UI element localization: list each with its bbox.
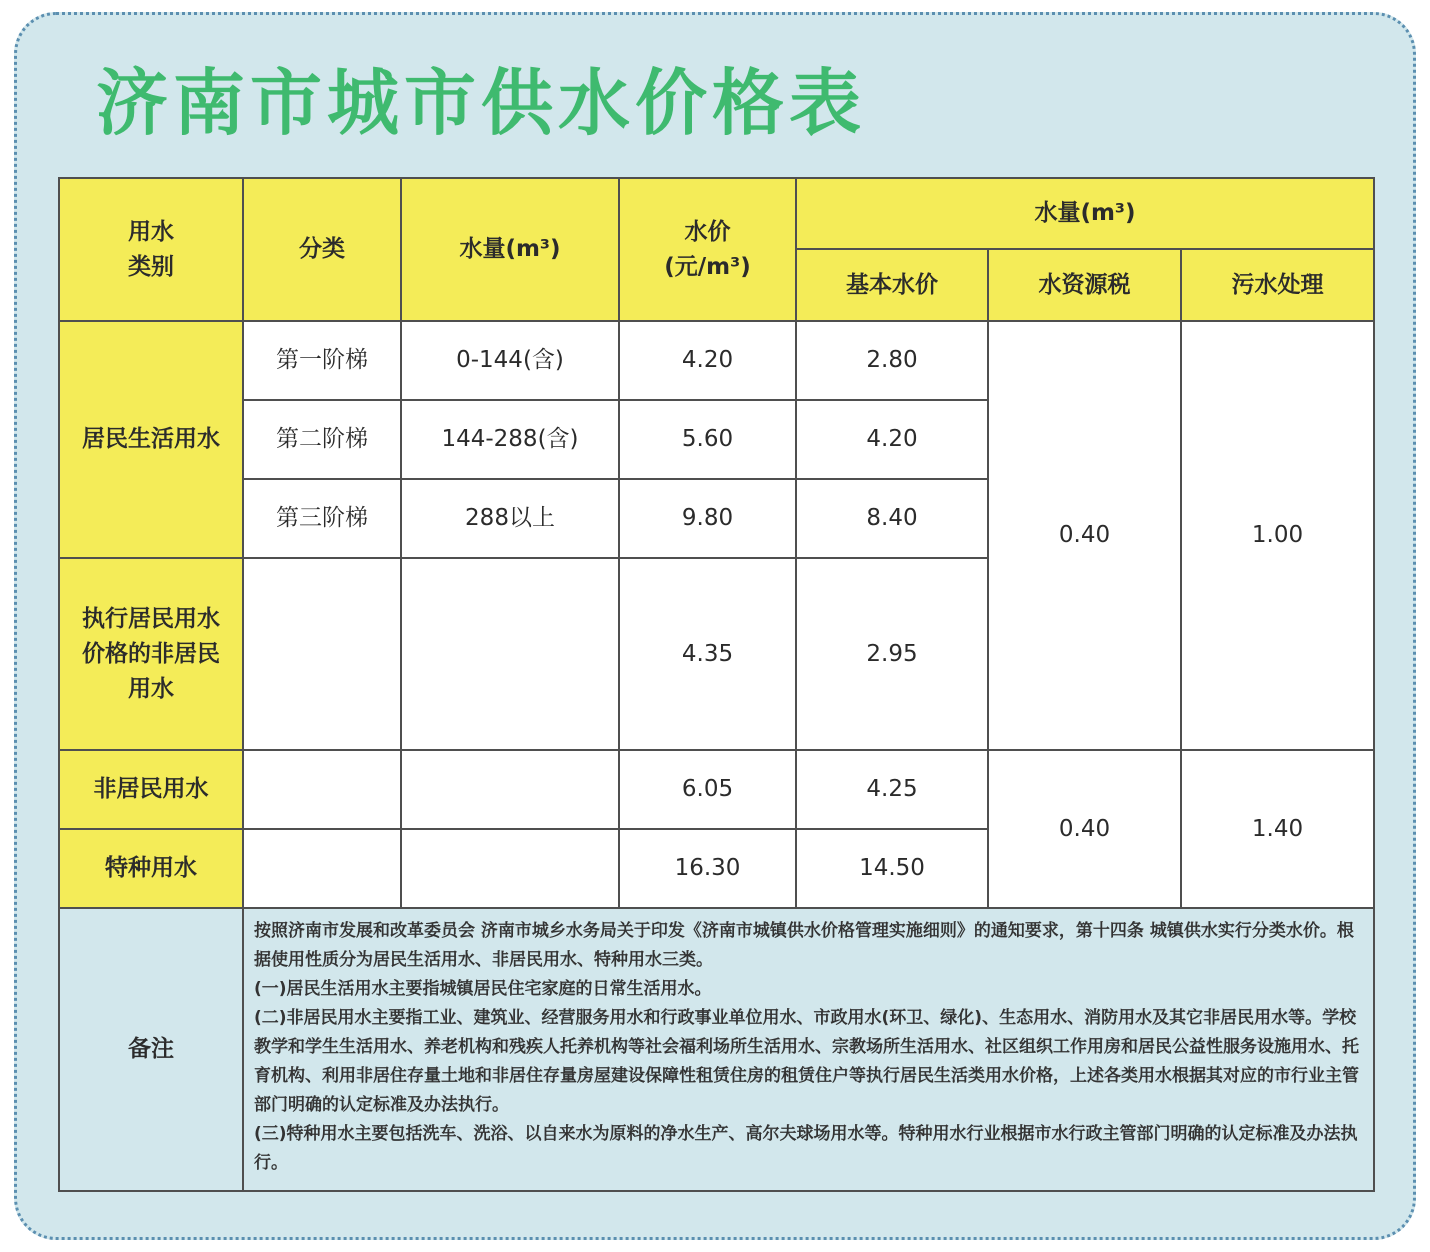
header-sewage bbox=[1181, 249, 1374, 321]
notes-label: 备注 bbox=[59, 908, 243, 1191]
header-base-price-label: 基本水价 bbox=[846, 271, 938, 298]
page-title: 济南市城市供水价格表 bbox=[96, 61, 867, 145]
header-resource-tax bbox=[988, 249, 1181, 321]
residential-label: 居民生活用水 bbox=[59, 321, 243, 558]
notes-paragraph: (一)居民生活用水主要指城镇居民住宅家庭的日常生活用水。 bbox=[254, 979, 712, 999]
header-class bbox=[243, 178, 401, 321]
quasi-residential-label-text: 执行居民用水 价格的非居民 用水 bbox=[82, 605, 220, 702]
tier-name: 第三阶梯 bbox=[243, 479, 401, 558]
empty-cell bbox=[401, 750, 619, 829]
group2-sewage: 1.40 bbox=[1181, 750, 1374, 908]
tier-volume: 144-288(含) bbox=[401, 400, 619, 479]
tier-base-price: 2.80 bbox=[796, 321, 988, 400]
empty-cell bbox=[243, 558, 401, 750]
non-residential-price: 6.05 bbox=[619, 750, 796, 829]
table-row bbox=[59, 750, 1374, 829]
special-label: 特种用水 bbox=[59, 829, 243, 908]
empty-cell bbox=[401, 558, 619, 750]
water-price-table bbox=[58, 177, 1375, 1192]
header-composition-label: 水量(m³) bbox=[1034, 200, 1136, 226]
non-residential-base-price: 4.25 bbox=[796, 750, 988, 829]
tier-base-price: 8.40 bbox=[796, 479, 988, 558]
tier-name: 第一阶梯 bbox=[243, 321, 401, 400]
quasi-residential-label bbox=[59, 558, 243, 750]
empty-cell bbox=[401, 829, 619, 908]
header-volume-label: 水量(m³) bbox=[459, 236, 561, 262]
tier-price: 5.60 bbox=[619, 400, 796, 479]
notes-content bbox=[243, 908, 1374, 1191]
notes-paragraph: (三)特种用水主要包括洗车、洗浴、以自来水为原料的净水生产、高尔夫球场用水等。特种用水行业根据市水行政主管部门明确的认定标准及办法执行。 bbox=[254, 1124, 1358, 1173]
tier-base-price: 4.20 bbox=[796, 400, 988, 479]
tier-volume: 288以上 bbox=[401, 479, 619, 558]
group2-resource-tax: 0.40 bbox=[988, 750, 1181, 908]
header-resource-tax-label: 水资源税 bbox=[1038, 271, 1131, 298]
quasi-residential-base-price: 2.95 bbox=[796, 558, 988, 750]
empty-cell bbox=[243, 829, 401, 908]
notes-paragraph: 按照济南市发展和改革委员会 济南市城乡水务局关于印发《济南市城镇供水价格管理实施细则》的通知要求，第十四条 城镇供水实行分类水价。根据使用性质分为居民生活用水、非居民用水、特种用水三类。 bbox=[254, 921, 1354, 970]
empty-cell bbox=[243, 750, 401, 829]
special-price: 16.30 bbox=[619, 829, 796, 908]
quasi-residential-price: 4.35 bbox=[619, 558, 796, 750]
group1-resource-tax: 0.40 bbox=[988, 321, 1181, 750]
header-category-label: 用水 类别 bbox=[128, 218, 174, 280]
header-price bbox=[619, 178, 796, 321]
tier-price: 4.20 bbox=[619, 321, 796, 400]
header-class-label: 分类 bbox=[299, 236, 345, 262]
header-composition bbox=[796, 178, 1374, 249]
tier-volume: 0-144(含) bbox=[401, 321, 619, 400]
special-base-price: 14.50 bbox=[796, 829, 988, 908]
tier-price: 9.80 bbox=[619, 479, 796, 558]
header-volume bbox=[401, 178, 619, 321]
notes-paragraph: (二)非居民用水主要指工业、建筑业、经营服务用水和行政事业单位用水、市政用水(环卫、绿化)、生态用水、消防用水及其它非居民用水等。学校教学和学生生活用水、养老机构和残疾人托养机构等社会福利场所生活用水、宗教场所生活用水、社区组织工作用房和居民公益性服务设施用水、托育机构、利用非居住存量土地和非居住存量房屋建设保障性租赁住房的租赁住户等执行居民生活类用水价格，上述各类用水根据其对应的市行业主管部门明确的认定标准及办法执行。 bbox=[254, 1008, 1359, 1115]
header-category bbox=[59, 178, 243, 321]
header-base-price bbox=[796, 249, 988, 321]
header-sewage-label: 污水处理 bbox=[1231, 271, 1324, 298]
header-row bbox=[59, 178, 1374, 249]
group1-sewage: 1.00 bbox=[1181, 321, 1374, 750]
non-residential-label: 非居民用水 bbox=[59, 750, 243, 829]
table-row bbox=[59, 321, 1374, 400]
notes-row bbox=[59, 908, 1374, 1191]
tier-name: 第二阶梯 bbox=[243, 400, 401, 479]
header-price-label: 水价 (元/m³) bbox=[664, 218, 751, 280]
